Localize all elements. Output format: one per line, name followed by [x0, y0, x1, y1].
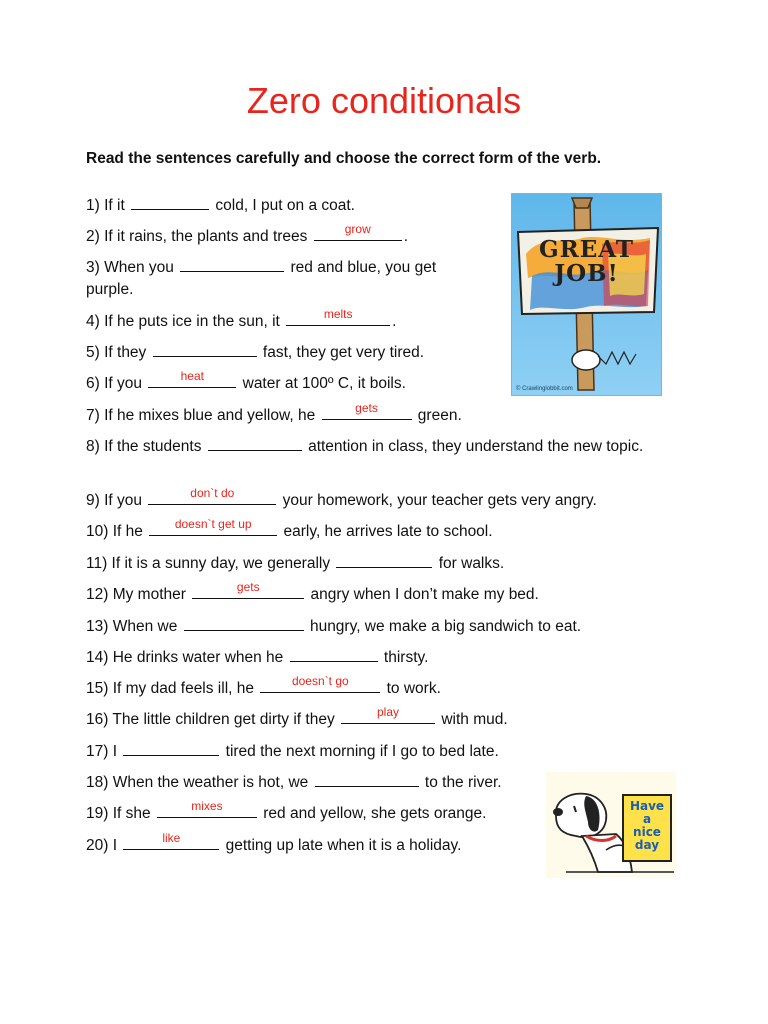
- answer-text: mixes: [191, 799, 223, 813]
- answer-text: grow: [344, 222, 371, 236]
- answer-blank-7[interactable]: [322, 401, 412, 420]
- answer-blank-8[interactable]: [208, 436, 302, 451]
- answer-text: gets: [236, 580, 260, 594]
- great-job-sign-drawing: [512, 194, 661, 395]
- question-15: 15) If my dad feels ill, he doesn`t go to work.: [86, 678, 441, 700]
- question-12: 12) My mother gets angry when I don’t make my bed.: [86, 584, 539, 606]
- answer-blank-11[interactable]: [336, 553, 432, 568]
- answer-text: doesn`t get up: [174, 517, 252, 531]
- answer-blank-20[interactable]: [123, 831, 219, 850]
- question-16: 16) The little children get dirty if they play with mud.: [86, 709, 508, 731]
- question-19: 19) If she mixes red and yellow, she gets orange.: [86, 803, 486, 825]
- question-13: 13) When we hungry, we make a big sandwich to eat.: [86, 618, 582, 635]
- answer-blank-9[interactable]: [148, 486, 276, 505]
- answer-text: gets: [355, 401, 378, 415]
- answer-text: melts: [323, 307, 353, 321]
- question-6: 6) If you heat water at 100º C, it boils.: [86, 373, 406, 395]
- answer-blank-5[interactable]: [153, 342, 257, 357]
- answer-blank-4[interactable]: [286, 307, 390, 326]
- question-1: 1) If it cold, I put on a coat.: [86, 197, 355, 214]
- sign-text-line1: GREAT: [539, 236, 634, 263]
- sign-text-line2: JOB!: [554, 260, 619, 287]
- answer-text: like: [162, 831, 181, 845]
- question-3: 3) When you red and blue, you get purple.: [86, 259, 437, 298]
- answer-blank-12[interactable]: [192, 580, 304, 599]
- question-5: 5) If they fast, they get very tired.: [86, 344, 425, 361]
- have-a-nice-day-card: [622, 794, 672, 862]
- question-18: 18) When the weather is hot, we to the river.: [86, 774, 502, 791]
- answer-blank-16[interactable]: [341, 705, 435, 724]
- answer-text: doesn`t go: [291, 674, 349, 688]
- answer-blank-17[interactable]: [123, 741, 219, 756]
- question-11: 11) If it is a sunny day, we generally for walks.: [86, 555, 505, 572]
- question-8: 8) If the students attention in class, they understand the new topic.: [86, 438, 644, 455]
- answer-blank-15[interactable]: [260, 674, 380, 693]
- question-4: 4) If he puts ice in the sun, it melts .: [86, 311, 396, 333]
- card-text: Have a nice day: [629, 799, 665, 852]
- answer-blank-19[interactable]: [157, 799, 257, 818]
- question-14: 14) He drinks water when he thirsty.: [86, 649, 429, 666]
- question-2: 2) If it rains, the plants and trees grow .: [86, 226, 408, 248]
- answer-blank-6[interactable]: [148, 369, 236, 388]
- great-job-sign-image: [511, 193, 662, 396]
- answer-blank-14[interactable]: [290, 647, 378, 662]
- answer-blank-18[interactable]: [315, 772, 419, 787]
- question-17: 17) I tired the next morning if I go to bed late.: [86, 743, 499, 760]
- answer-text: play: [377, 705, 400, 719]
- answer-blank-2[interactable]: [314, 222, 402, 241]
- answer-text: heat: [180, 369, 204, 383]
- answer-blank-13[interactable]: [184, 616, 304, 631]
- question-7: 7) If he mixes blue and yellow, he gets green.: [86, 405, 462, 427]
- answer-blank-1[interactable]: [131, 195, 209, 210]
- question-9: 9) If you don`t do your homework, your teacher gets very angry.: [86, 490, 597, 512]
- question-20: 20) I like getting up late when it is a holiday.: [86, 835, 461, 857]
- page-title: Zero conditionals: [246, 80, 522, 121]
- instructions: Read the sentences carefully and choose the correct form of the verb.: [86, 150, 602, 167]
- image-credit: © Crawlinglobbit.com: [516, 386, 573, 392]
- answer-blank-10[interactable]: [149, 517, 277, 536]
- answer-text: don`t do: [190, 486, 235, 500]
- question-10: 10) If he doesn`t get up early, he arrives late to school.: [86, 521, 493, 543]
- answer-blank-3[interactable]: [180, 257, 284, 272]
